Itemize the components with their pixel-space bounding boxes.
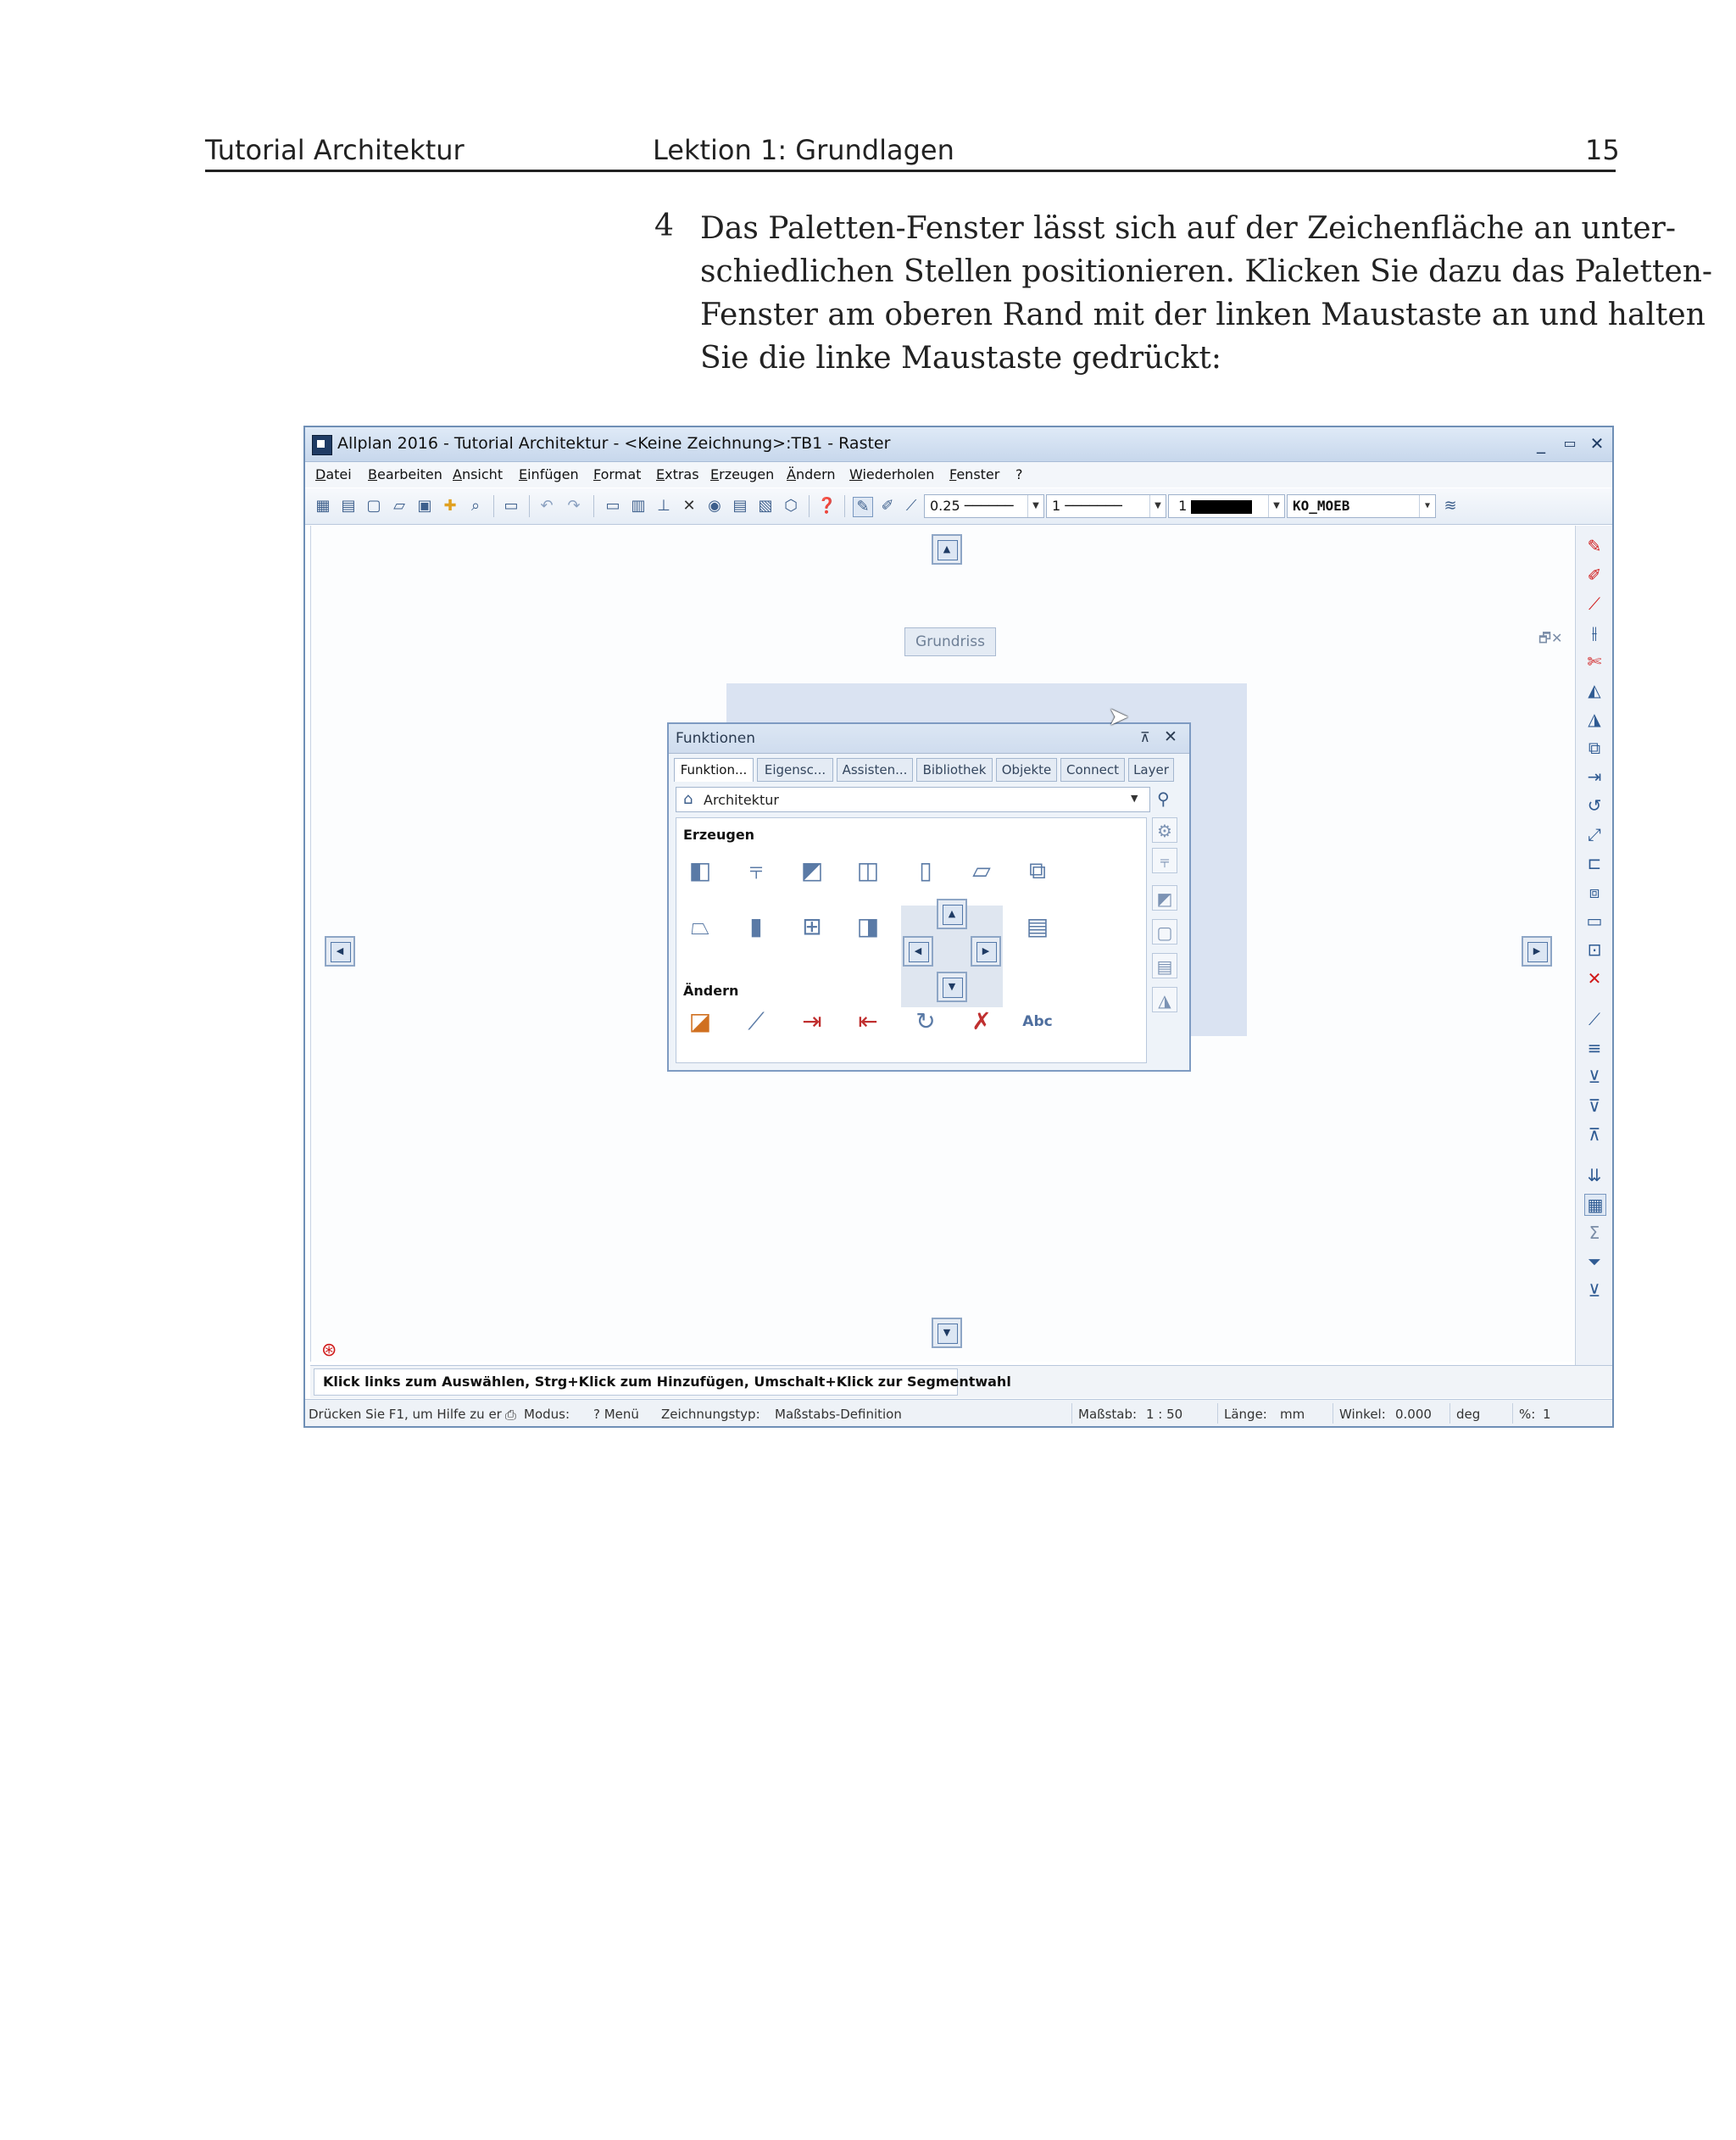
side-slab-icon[interactable]: ◩ [1152, 885, 1177, 911]
rotate-icon[interactable]: ↻ [915, 1007, 936, 1035]
right-toolbar [1575, 526, 1613, 1365]
filter-icon[interactable]: ⏷ [1588, 1251, 1601, 1272]
join-icon[interactable]: ⟋ [748, 1007, 765, 1035]
filter-level-icon[interactable]: ⊼ [1588, 1124, 1601, 1145]
cube-icon[interactable]: ⬡ [784, 497, 798, 515]
title-bar[interactable] [305, 427, 1612, 462]
toolbar-separator [529, 495, 530, 517]
chevron-down-icon: ▼ [1268, 495, 1284, 517]
layer-value: KO_MOEB [1293, 498, 1350, 514]
tab-grundriss[interactable]: Grundriss [904, 627, 996, 656]
palette-window[interactable] [667, 722, 1191, 1072]
facade-icon[interactable]: ▤ [1026, 912, 1049, 940]
window-title: Allplan 2016 - Tutorial Architektur - <Keine Zeichnung>:TB1 - Raster [337, 434, 891, 453]
menu-fenster[interactable]: Fenster [949, 466, 1000, 482]
stair-icon[interactable]: ⫧ [749, 856, 763, 884]
side-roof-icon[interactable]: ◮ [1152, 987, 1177, 1012]
tab-connect[interactable]: Connect [1060, 758, 1125, 782]
module-select[interactable] [676, 787, 1150, 812]
trim-icon[interactable]: ⟋ [1589, 594, 1600, 614]
tab-layer[interactable]: Layer [1128, 758, 1174, 782]
tools-icon[interactable]: ✕ [682, 497, 696, 515]
scale-icon[interactable]: ⤢ [1588, 824, 1601, 844]
side-settings-icon[interactable]: ⚙ [1152, 817, 1177, 843]
menu-datei[interactable]: Datei [315, 466, 352, 482]
arrow-right-icon: ▶ [1533, 945, 1541, 956]
layer-visibility-icon[interactable]: ▦ [1584, 1194, 1606, 1216]
layout-icon[interactable]: ▭ [504, 497, 519, 515]
dock-guide-right[interactable] [1522, 936, 1552, 967]
step-line: Das Paletten-Fenster lässt sich auf der Zeichenfläche an unter- [700, 211, 1676, 246]
dock-center-right[interactable] [971, 936, 1001, 967]
redo-icon[interactable]: ↷ [567, 497, 581, 515]
new-file-icon[interactable]: ▢ [366, 497, 381, 515]
open-icon[interactable]: ▱ [393, 497, 405, 515]
erase-icon[interactable]: ✎ [1587, 536, 1602, 556]
delete-pen-icon[interactable]: ✐ [1587, 565, 1602, 585]
menu-aendern[interactable]: Ändern [787, 466, 836, 482]
menu-erzeugen[interactable]: Erzeugen [710, 466, 775, 482]
menu-help[interactable]: ? [1015, 466, 1023, 482]
layer-settings-icon[interactable]: ≋ [1444, 497, 1457, 515]
line-type-value: 1 [1052, 498, 1061, 514]
status-percent-label: %: [1519, 1407, 1536, 1422]
status-angle-value[interactable]: 0.000 [1395, 1407, 1432, 1422]
transfer-icon[interactable]: ✚ [443, 497, 457, 515]
arrow-down-icon: ▼ [943, 1327, 951, 1338]
dock-center-left[interactable] [903, 936, 933, 967]
menu-extras[interactable]: Extras [656, 466, 699, 482]
side-box-icon[interactable]: ▢ [1152, 919, 1177, 945]
preview-icon[interactable]: ⌕ [470, 497, 481, 515]
color-select[interactable] [1168, 494, 1285, 518]
offset-icon[interactable]: ⊏ [1587, 853, 1602, 873]
chevron-down-icon: ▼ [1419, 495, 1435, 517]
toolbar-separator [593, 495, 594, 517]
palette-title: Funktionen [676, 730, 756, 747]
side-stair-icon[interactable]: ⫧ [1152, 848, 1177, 873]
arrow-up-icon: ▲ [943, 543, 951, 555]
arrow-up-icon: ▲ [948, 908, 956, 919]
view-icon[interactable]: ◉ [708, 497, 721, 515]
status-angle-label: Winkel: [1339, 1407, 1386, 1422]
column-icon[interactable]: ◫ [856, 856, 880, 884]
pipette-icon[interactable]: ⟋ [1589, 1009, 1600, 1029]
canvas-window-controls[interactable]: 🗗✕ [1538, 630, 1563, 646]
arrow-right-icon: ▶ [982, 945, 990, 956]
post-icon[interactable]: ▮ [749, 912, 763, 940]
modify-wall-icon[interactable]: ◪ [688, 1007, 712, 1035]
arrow-left-icon: ◀ [914, 945, 922, 956]
page-number: 15 [1585, 134, 1620, 166]
tab-assistenten[interactable]: Assisten... [837, 758, 913, 782]
menu-ansicht[interactable]: Ansicht [453, 466, 504, 482]
status-percent-value[interactable]: 1 [1543, 1407, 1551, 1422]
format-icon[interactable]: ≡ [1587, 1038, 1602, 1058]
dock-center-bottom[interactable] [937, 972, 967, 1002]
wall-icon[interactable]: ◧ [688, 856, 712, 884]
toolbar [305, 488, 1612, 525]
close-button[interactable]: ✕ [1589, 433, 1605, 454]
split-icon[interactable]: ⫲ [1591, 622, 1598, 643]
prompt-text: Klick links zum Auswählen, Strg+Klick zum Hinzufügen, Umschalt+Klick zur Segmentwahl [314, 1368, 958, 1396]
menu-bearbeiten[interactable]: Bearbeiten [368, 466, 442, 482]
layer-select[interactable] [1287, 494, 1436, 518]
filter-remove-icon[interactable]: ⊻ [1588, 1280, 1601, 1301]
rotate-icon[interactable]: ↺ [1587, 795, 1602, 816]
header-rule [205, 170, 1616, 172]
filter-select-icon[interactable]: ⊽ [1588, 1095, 1601, 1116]
text-abc-icon[interactable]: Abc [1022, 1013, 1053, 1030]
step-line: Fenster am oberen Rand mit der linken Maustaste an und halten [700, 298, 1705, 332]
app-window [303, 426, 1614, 1428]
search-icon[interactable]: ⚲ [1157, 789, 1170, 809]
move-icon[interactable]: ⇥ [1587, 766, 1602, 787]
home-icon: ⌂ [683, 790, 693, 808]
tab-bibliothek[interactable]: Bibliothek [916, 758, 993, 782]
header-lesson: Lektion 1: Grundlagen [653, 134, 954, 166]
layer-slab-icon[interactable]: ⧉ [1029, 856, 1046, 884]
status-length-value[interactable]: mm [1280, 1407, 1305, 1422]
minimize-button[interactable]: _ [1537, 433, 1545, 454]
line-type-select[interactable]: 1 ─────── ▼ [1046, 494, 1166, 518]
toolbar-separator [844, 495, 845, 517]
undo-icon[interactable]: ↶ [540, 497, 554, 515]
section-erzeugen: Erzeugen [683, 827, 755, 843]
extend-right-icon[interactable]: ⇤ [858, 1007, 878, 1035]
palette-close-icon[interactable]: ✕ [1164, 727, 1177, 746]
status-scale-label: Maßstab: [1078, 1407, 1138, 1422]
help-icon[interactable]: ❓ [817, 497, 837, 515]
chevron-down-icon: ▼ [1027, 495, 1043, 517]
pen-icon[interactable]: ✐ [881, 497, 894, 515]
parallel-icon[interactable]: ▭ [1586, 911, 1603, 931]
slab-icon[interactable]: ◩ [800, 856, 824, 884]
copy-icon[interactable]: ⧉ [1588, 738, 1601, 758]
color-value: 1 [1178, 498, 1188, 514]
sum-icon[interactable]: Σ [1589, 1223, 1600, 1243]
status-scale-value[interactable]: 1 : 50 [1146, 1407, 1183, 1422]
status-bar [305, 1399, 1612, 1427]
dock-guide-top[interactable] [932, 534, 962, 565]
extend-icon[interactable]: ⇥ [802, 1007, 822, 1035]
arrow-down-icon: ▼ [948, 981, 956, 992]
toolbar-separator [493, 495, 494, 517]
window-icon[interactable]: ⊞ [802, 912, 822, 940]
array-icon[interactable]: ⧈ [1589, 882, 1600, 902]
pin-icon[interactable]: ⊼ [1140, 729, 1150, 745]
step-paragraph [700, 207, 1713, 380]
step-line: schiedlichen Stellen positionieren. Klicken Sie dazu das Paletten- [700, 254, 1713, 289]
mirror-icon[interactable]: ◭ [1588, 680, 1601, 700]
header-title: Tutorial Architektur [205, 134, 465, 166]
color-swatch [1191, 500, 1252, 514]
dialog-prompt-line [310, 1365, 1614, 1398]
menu-bar [305, 462, 1612, 488]
pipette-icon[interactable]: ⟋ [905, 497, 917, 515]
delete-icon[interactable]: ✕ [1587, 968, 1602, 989]
snap-point-icon: ⊛ [321, 1340, 337, 1361]
menu-einfuegen[interactable]: Einfügen [519, 466, 579, 482]
dock-guide-left[interactable] [325, 936, 355, 967]
menu-wiederholen[interactable]: Wiederholen [849, 466, 935, 482]
drawing-files-icon[interactable]: ▤ [341, 497, 356, 515]
status-modus-value[interactable]: ? Menü [593, 1407, 639, 1422]
pillar-icon[interactable]: ▯ [919, 856, 932, 884]
status-length-label: Länge: [1224, 1407, 1267, 1422]
drawing-canvas[interactable] [310, 526, 1574, 1362]
format-properties-icon[interactable]: ✎ [853, 497, 873, 517]
filter-edit-icon[interactable]: ⊻ [1588, 1067, 1601, 1087]
module-select-value: Architektur [704, 792, 779, 808]
dock-center-top[interactable] [937, 899, 967, 929]
status-drawing-type-label: Zeichnungstyp: [661, 1407, 760, 1422]
mirror-copy-icon[interactable]: ◮ [1588, 709, 1601, 729]
plate-icon[interactable]: ▱ [972, 856, 991, 884]
chevron-down-icon: ▼ [1131, 793, 1138, 804]
measure-icon[interactable]: ▭ [605, 497, 620, 515]
ground-icon[interactable]: ⊥ [657, 497, 670, 515]
arrow-left-icon: ◀ [336, 945, 344, 956]
toolbar-separator [809, 495, 810, 517]
maximize-button[interactable]: ▭ [1563, 435, 1577, 451]
plotter-icon: ⎙ [505, 1407, 516, 1423]
pen-thickness-select[interactable]: 0.25 ────── ▼ [924, 494, 1044, 518]
status-drawing-type-value[interactable]: Maßstabs-Definition [775, 1407, 902, 1422]
tab-funktionen[interactable]: Funktion... [674, 758, 754, 782]
save-icon[interactable]: ▣ [417, 497, 432, 515]
section-aendern: Ändern [683, 983, 739, 999]
chevron-down-icon: ▼ [1149, 495, 1166, 517]
stretch-icon[interactable]: ✄ [1587, 651, 1602, 672]
sort-icon[interactable]: ⇊ [1587, 1165, 1602, 1185]
step-number: 4 [654, 209, 674, 243]
delete-line-icon[interactable]: ✗ [971, 1007, 992, 1035]
ruler-icon[interactable]: ▥ [631, 497, 646, 515]
tab-objekte[interactable]: Objekte [996, 758, 1057, 782]
project-open-icon[interactable]: ▦ [315, 497, 331, 515]
mouse-pointer-icon: ➤ [1108, 702, 1130, 732]
status-help: Drücken Sie F1, um Hilfe zu er [309, 1407, 502, 1422]
menu-format[interactable]: Format [593, 466, 642, 482]
folders-icon[interactable]: ▤ [732, 497, 748, 515]
layers-icon[interactable]: ▧ [758, 497, 773, 515]
door-icon[interactable]: ◨ [856, 912, 880, 940]
dock-guide-bottom[interactable] [932, 1318, 962, 1348]
step-line: Sie die linke Maustaste gedrückt: [700, 341, 1221, 376]
status-modus-label: Modus: [524, 1407, 570, 1422]
allplan-logo-icon [312, 435, 332, 455]
roof-icon[interactable]: ⏢ [690, 912, 710, 940]
properties-icon[interactable]: ⊡ [1587, 939, 1602, 960]
pen-thickness-value: 0.25 [930, 498, 960, 514]
status-angle-unit[interactable]: deg [1456, 1407, 1481, 1422]
tab-eigenschaften[interactable]: Eigensc... [757, 758, 833, 782]
side-layer-icon[interactable]: ▤ [1152, 953, 1177, 978]
